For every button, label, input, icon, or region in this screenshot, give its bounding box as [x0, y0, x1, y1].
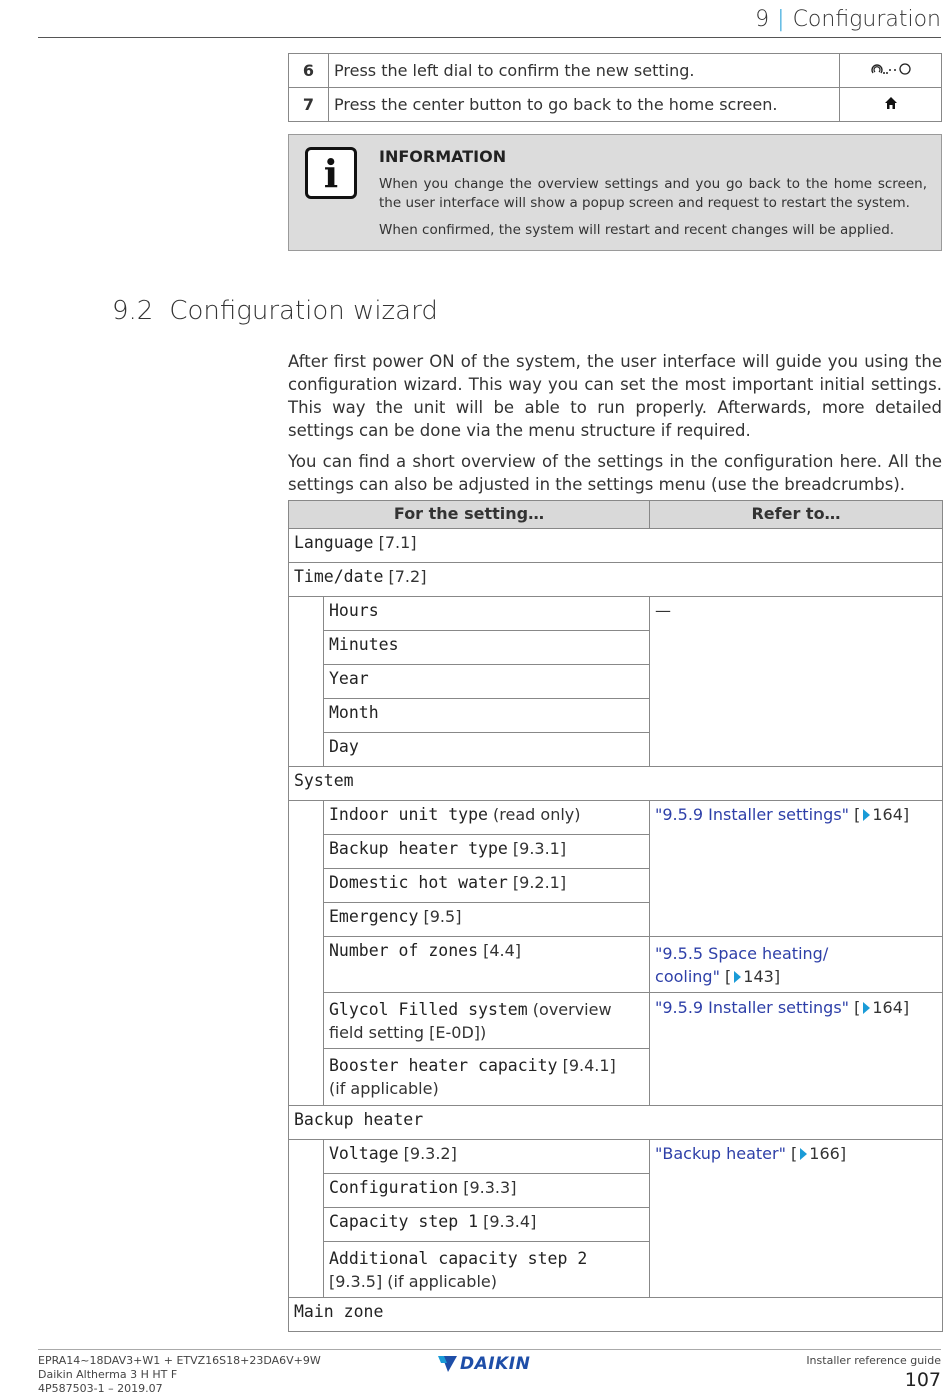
setting-backup-heater-type: Backup heater type [9.3.1] [324, 835, 650, 869]
daikin-logo [438, 1353, 544, 1375]
setting-day: Day [324, 733, 650, 767]
page-arrow-icon [863, 1002, 870, 1014]
information-box [288, 134, 942, 251]
footer-doc-code: 4P587503-1 – 2019.07 [38, 1382, 163, 1394]
section-title: Configuration wizard [169, 296, 438, 326]
step-row [289, 54, 942, 88]
information-title: INFORMATION [379, 147, 507, 166]
setting-year: Year [324, 665, 650, 699]
table-row [289, 801, 943, 835]
header-rule [38, 37, 941, 38]
section-number: 9.2 [112, 296, 154, 326]
setting-glycol-filled-system: Glycol Filled system (overview field setting [E-0D]) [324, 993, 650, 1049]
table-row [289, 529, 943, 563]
refer-space-heating: "9.5.5 Space heating/ cooling" [ 143] [650, 937, 943, 993]
cross-reference-link[interactable]: "9.5.9 Installer settings" [655, 998, 850, 1017]
daikin-logo-icon [438, 1355, 458, 1373]
page-arrow-icon [800, 1148, 807, 1160]
cross-reference-link[interactable]: "Backup heater" [655, 1144, 786, 1163]
section-heading [112, 296, 438, 326]
setting-additional-capacity-step-2: Additional capacity step 2 [9.3.5] (if applicable) [324, 1242, 650, 1298]
table-row [289, 937, 943, 993]
chapter-number: 9 [755, 6, 770, 32]
table-row [289, 767, 943, 801]
logo-wordmark: DAIKIN [460, 1354, 531, 1374]
column-header: For the setting… [289, 501, 650, 529]
indent-cell [289, 597, 324, 767]
footer-rule [38, 1349, 941, 1350]
body-paragraph: You can find a short overview of the settings in the configuration here. All the settings can also be adjusted in the settings menu (use the breadcrumbs). [288, 452, 942, 494]
chapter-title: Configuration [792, 6, 941, 32]
cross-reference-link[interactable]: "9.5.9 Installer settings" [655, 805, 850, 824]
setting-language: Language [7.1] [289, 529, 943, 563]
table-row [289, 993, 943, 1049]
setting-number-of-zones: Number of zones [4.4] [324, 937, 650, 993]
setting-emergency: Emergency [9.5] [324, 903, 650, 937]
page-header [755, 0, 941, 38]
refer-installer-settings: "9.5.9 Installer settings" [ 164] [650, 993, 943, 1106]
step-number: 7 [289, 88, 329, 122]
setting-hours: Hours [324, 597, 650, 631]
step-text: Press the center button to go back to the home screen. [329, 88, 840, 122]
step-table [288, 53, 942, 122]
table-row [289, 1106, 943, 1140]
table-row [289, 597, 943, 631]
footer-model: EPRA14~18DAV3+W1 + ETVZ16S18+23DA6V+9W [38, 1354, 321, 1367]
column-header: Refer to… [650, 501, 943, 529]
setting-configuration: Configuration [9.3.3] [324, 1174, 650, 1208]
group-backup-heater: Backup heater [289, 1106, 943, 1140]
setting-voltage: Voltage [9.3.2] [324, 1140, 650, 1174]
settings-table [288, 500, 943, 1332]
footer-doc-type: Installer reference guide [806, 1354, 941, 1367]
home-icon [840, 88, 942, 122]
table-row [289, 1298, 943, 1332]
header-separator: | [777, 6, 785, 32]
group-system: System [289, 767, 943, 801]
table-header-row [289, 501, 943, 529]
setting-capacity-step-1: Capacity step 1 [9.3.4] [324, 1208, 650, 1242]
indent-cell [289, 1140, 324, 1298]
setting-month: Month [324, 699, 650, 733]
information-icon: i [305, 147, 357, 199]
cross-reference-link[interactable]: "9.5.5 Space heating/ [655, 944, 829, 963]
page-number: 107 [904, 1369, 941, 1391]
setting-domestic-hot-water: Domestic hot water [9.2.1] [324, 869, 650, 903]
indent-cell [289, 801, 324, 1106]
cross-reference-link[interactable]: cooling" [655, 967, 720, 986]
refer-cell: — [650, 597, 943, 767]
group-main-zone: Main zone [289, 1298, 943, 1332]
step-text: Press the left dial to confirm the new setting. [329, 54, 840, 88]
footer-product: Daikin Altherma 3 H HT F [38, 1368, 178, 1381]
page-arrow-icon [734, 971, 741, 983]
setting-time-date: Time/date [7.2] [289, 563, 943, 597]
information-text: When confirmed, the system will restart and recent changes will be applied. [379, 222, 895, 238]
refer-installer-settings: "9.5.9 Installer settings" [ 164] [650, 801, 943, 937]
step-row [289, 88, 942, 122]
step-number: 6 [289, 54, 329, 88]
table-row [289, 563, 943, 597]
setting-minutes: Minutes [324, 631, 650, 665]
information-text: When you change the overview settings and you go back to the home screen, the user interface will show a popup screen and request to restart the system. [379, 176, 927, 211]
setting-indoor-unit-type: Indoor unit type (read only) [324, 801, 650, 835]
body-paragraph: After first power ON of the system, the user interface will guide you using the configuration wizard. This way you can set the most important initial settings. This way the unit will be able to run properly. Afterwards, more detailed settings can be done via the menu structure if required. [288, 352, 942, 440]
page-arrow-icon [863, 809, 870, 821]
refer-backup-heater: "Backup heater" [ 166] [650, 1140, 943, 1298]
setting-booster-heater-capacity: Booster heater capacity [9.4.1] (if applicable) [324, 1049, 650, 1106]
table-row [289, 1140, 943, 1174]
left-dial-press-icon [840, 54, 942, 88]
